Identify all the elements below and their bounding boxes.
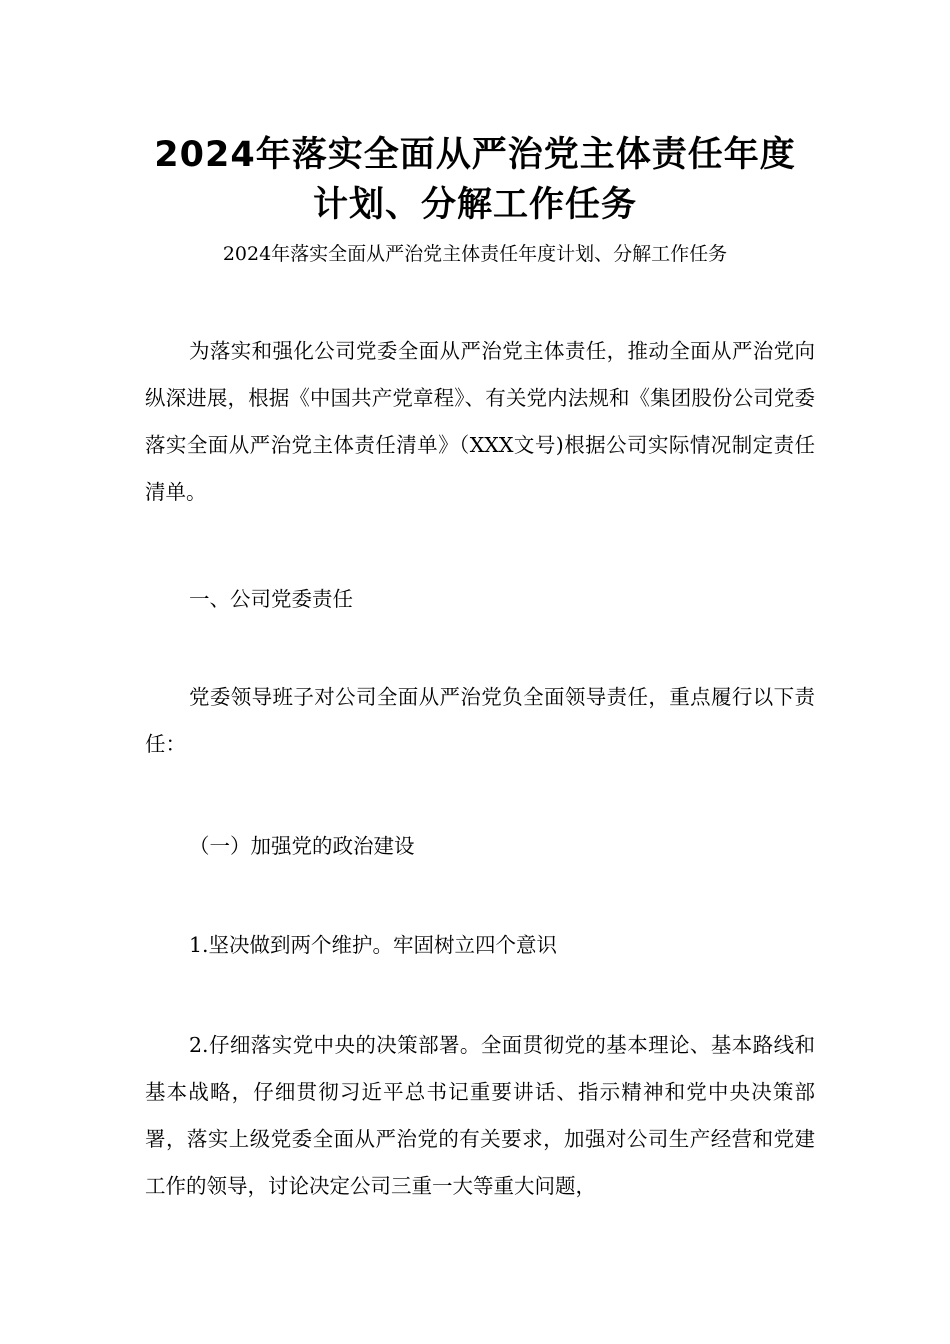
document-subtitle: 2024年落实全面从严治党主体责任年度计划、分解工作任务 [222, 243, 728, 265]
item-2-paragraph: 2.仔细落实党中央的决策部署。全面贯彻党的基本理论、基本路线和基本战略，仔细贯彻习近平总书记重要讲话、指示精神和党中央决策部署，落实上级党委全面从严治党的有关要求，加强对公司生产经营和党建工作的领导，讨论决定公司三重一大等重大问题， [145, 1033, 815, 1198]
section-heading-party-committee: 一、公司党委责任 [189, 587, 353, 611]
subsection-heading-political-building: （一）加强党的政治建设 [189, 834, 415, 858]
leadership-responsibility-paragraph: 党委领导班子对公司全面从严治党负全面领导责任，重点履行以下责任： [145, 685, 815, 756]
intro-paragraph: 为落实和强化公司党委全面从严治党主体责任，推动全面从严治党向纵深进展，根据《中国共产党章程》、有关党内法规和《集团股份公司党委落实全面从严治党主体责任清单》（XXX文号)根据公司实际情况制定责任清单。 [145, 339, 815, 504]
document-title-line-1: 2024年落实全面从严治党主体责任年度 [154, 135, 796, 175]
document-title-line-2: 计划、分解工作任务 [312, 185, 637, 225]
item-1-paragraph: 1.坚决做到两个维护。牢固树立四个意识 [189, 933, 558, 957]
